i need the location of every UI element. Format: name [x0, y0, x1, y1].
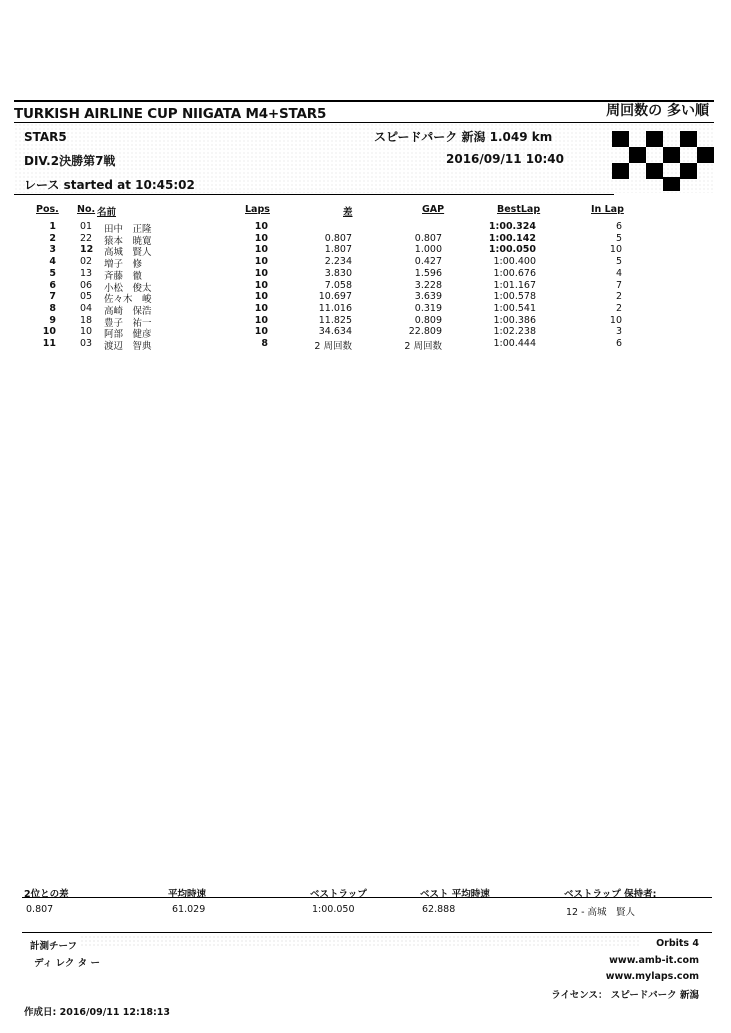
col-name: 名前: [97, 207, 117, 218]
document-title: TURKISH AIRLINE CUP NIIGATA M4+STAR5: [14, 106, 327, 122]
row-laps: 8: [261, 338, 268, 349]
row-diff: 10.697: [318, 291, 352, 303]
row-inlap: 6: [615, 221, 622, 232]
row-no: 12: [80, 244, 94, 256]
table-row: [0, 291, 731, 306]
row-name: 豊子 祐一: [104, 317, 152, 329]
row-pos: 5: [49, 267, 56, 279]
started-time: レース started at 10:45:02: [24, 178, 195, 192]
row-diff: 2 周回数: [314, 341, 352, 352]
col-no: No.: [77, 204, 96, 215]
row-no: 05: [80, 291, 93, 303]
event-name: DIV.2決勝第7戦: [24, 154, 116, 168]
row-inlap: 3: [615, 326, 622, 338]
row-laps: 10: [254, 291, 268, 303]
row-name: 渡辺 智典: [104, 341, 152, 352]
director-label: ディ レク タ ー: [34, 958, 100, 969]
summary-best-avg-value: 62.888: [422, 904, 456, 915]
row-bestlap: 1:00.142: [488, 232, 536, 244]
row-inlap: 2: [615, 291, 622, 303]
row-gap: 2 周回数: [404, 341, 442, 352]
race-datetime: 2016/09/11 10:40: [446, 152, 564, 166]
summary-avg-speed-header: 平均時速: [168, 889, 207, 900]
row-bestlap: 1:00.541: [493, 302, 536, 314]
row-diff: 34.634: [318, 326, 352, 338]
row-inlap: 5: [615, 256, 622, 268]
row-bestlap: 1:00.386: [493, 314, 536, 326]
row-gap: 0.427: [414, 256, 442, 268]
row-pos: 8: [49, 302, 56, 314]
row-bestlap: 1:00.324: [488, 221, 536, 232]
row-pos: 7: [49, 291, 56, 303]
summary-holder-value: 12 - 高城 賢人: [566, 907, 636, 918]
orbits-version: Orbits 4: [656, 938, 699, 949]
col-inlap: In Lap: [591, 204, 624, 215]
row-inlap: 6: [615, 338, 622, 349]
row-bestlap: 1:01.167: [493, 279, 536, 291]
row-name: 田中 正隆: [104, 224, 152, 235]
row-pos: 3: [49, 244, 56, 256]
col-gap: GAP: [422, 204, 445, 215]
row-diff: 3.830: [324, 267, 352, 279]
row-name: 増子 修: [104, 259, 143, 271]
row-no: 18: [80, 314, 93, 326]
summary-rule: [22, 897, 712, 898]
footer-rule: [22, 932, 712, 933]
row-laps: 10: [254, 279, 268, 291]
summary-holder-header: ベストラップ 保持者:: [564, 889, 657, 900]
footer-shading: [80, 935, 640, 947]
row-no: 01: [80, 221, 93, 232]
row-no: 10: [80, 326, 93, 338]
row-pos: 4: [49, 256, 56, 268]
summary-gap-header: 2位との差: [24, 889, 69, 900]
row-inlap: 7: [615, 279, 622, 291]
row-no: 22: [80, 232, 93, 244]
table-row: [0, 326, 731, 341]
table-row: [0, 303, 731, 315]
col-diff: 差: [343, 207, 353, 218]
row-name: 阿部 健彦: [104, 329, 152, 341]
row-diff: 0.807: [324, 232, 352, 244]
url-amb: www.amb-it.com: [609, 955, 699, 966]
row-gap: 0.319: [414, 302, 442, 314]
row-inlap: 10: [609, 314, 622, 326]
row-name: 佐々木 峻: [104, 294, 152, 306]
row-laps: 10: [254, 314, 268, 326]
table-row: [0, 280, 731, 292]
table-row: [0, 315, 731, 327]
row-pos: 9: [49, 314, 56, 326]
row-name: 高崎 保浩: [104, 305, 152, 317]
table-row: [0, 221, 731, 233]
row-inlap: 2: [615, 302, 622, 314]
row-pos: 10: [42, 326, 56, 338]
row-no: 04: [80, 302, 93, 314]
row-pos: 2: [49, 232, 56, 244]
track-info: スピードパーク 新潟 1.049 km: [374, 130, 553, 144]
row-diff: 7.058: [324, 279, 352, 291]
table-row: [0, 256, 731, 271]
row-laps: 10: [254, 302, 268, 314]
header-bottom-rule: [14, 194, 614, 195]
row-bestlap: 1:00.444: [493, 338, 536, 349]
row-bestlap: 1:00.676: [493, 267, 536, 279]
col-laps: Laps: [245, 204, 270, 215]
table-row: [0, 244, 731, 259]
row-name: 小松 俊太: [104, 282, 152, 294]
row-no: 13: [80, 267, 93, 279]
row-bestlap: 1:02.238: [493, 326, 536, 338]
row-name: 高城 賢人: [104, 247, 152, 259]
row-gap: 1.596: [414, 267, 442, 279]
row-no: 06: [80, 279, 93, 291]
summary-gap-value: 0.807: [26, 904, 54, 915]
row-gap: 1.000: [414, 244, 442, 256]
row-pos: 1: [49, 221, 56, 232]
row-diff: 1.807: [324, 244, 352, 256]
col-bestlap: BestLap: [497, 204, 541, 215]
row-inlap: 5: [615, 232, 622, 244]
row-no: 02: [80, 256, 93, 268]
summary-bestlap-header: ベストラップ: [310, 889, 367, 900]
row-gap: 22.809: [408, 326, 442, 338]
row-laps: 10: [254, 244, 268, 256]
row-gap: 3.639: [414, 291, 442, 303]
row-laps: 10: [254, 326, 268, 338]
row-inlap: 10: [609, 244, 622, 256]
timing-chief-label: 計測チーフ: [30, 941, 78, 952]
row-bestlap: 1:00.578: [493, 291, 536, 303]
row-pos: 11: [42, 338, 56, 349]
row-inlap: 4: [615, 267, 622, 279]
table-row: [0, 233, 731, 245]
row-gap: 3.228: [414, 279, 442, 291]
row-gap: 0.807: [414, 232, 442, 244]
sort-order-label: 周回数の 多い順: [606, 103, 709, 119]
row-laps: 10: [254, 267, 268, 279]
row-name: 斉藤 徹: [104, 270, 143, 282]
table-row: [0, 268, 731, 280]
row-pos: 6: [49, 279, 56, 291]
row-diff: 2.234: [324, 256, 352, 268]
row-laps: 10: [254, 221, 268, 232]
row-bestlap: 1:00.050: [488, 244, 536, 256]
summary-avg-speed-value: 61.029: [172, 904, 206, 915]
created-date: 作成日: 2016/09/11 12:18:13: [24, 1007, 170, 1018]
class-name: STAR5: [24, 130, 67, 144]
summary-best-avg-header: ベスト 平均時速: [420, 889, 490, 900]
license-text: ライセンス： スピードパーク 新潟: [551, 990, 699, 1001]
summary-bestlap-value: 1:00.050: [312, 904, 355, 915]
row-laps: 10: [254, 256, 268, 268]
table-row: [0, 338, 731, 350]
row-bestlap: 1:00.400: [493, 256, 536, 268]
row-name: 猿本 暁寛: [104, 235, 152, 247]
col-pos: Pos.: [36, 204, 59, 215]
row-no: 03: [80, 338, 93, 349]
row-laps: 10: [254, 232, 268, 244]
checkered-flag-icon: [612, 131, 712, 191]
url-mylaps: www.mylaps.com: [605, 971, 699, 982]
row-diff: 11.825: [318, 314, 352, 326]
row-gap: 0.809: [414, 314, 442, 326]
row-diff: 11.016: [318, 302, 352, 314]
